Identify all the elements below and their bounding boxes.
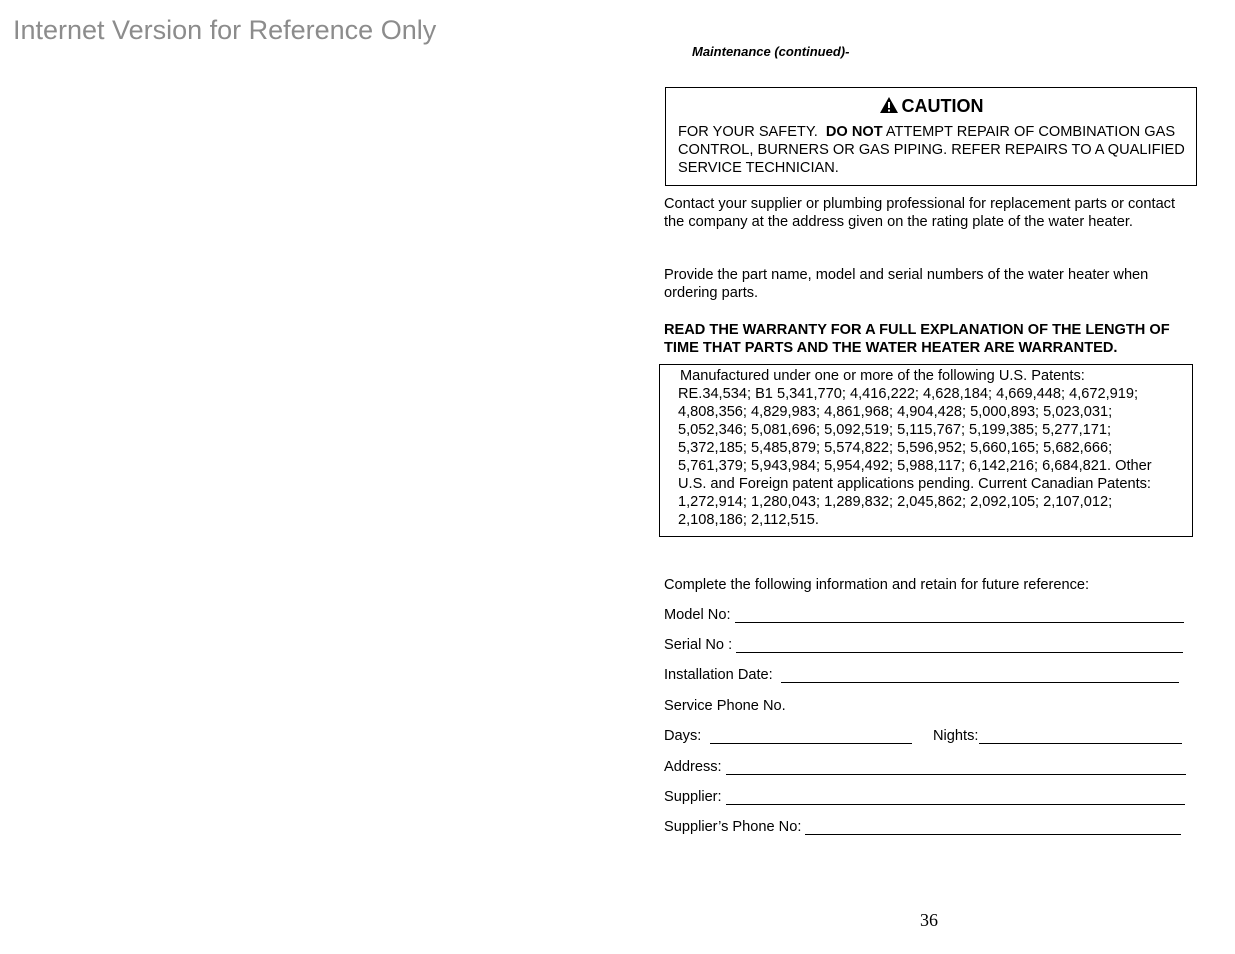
- model-label: Model No:: [664, 607, 731, 623]
- warranty-notice: READ THE WARRANTY FOR A FULL EXPLANATION OF THE LENGTH OF TIME THAT PARTS AND THE WATER HEATER ARE WARRANTED.: [664, 322, 1170, 356]
- service-phone-heading: [664, 698, 786, 714]
- caution-lead: FOR YOUR SAFETY.: [678, 124, 818, 140]
- supplier-line[interactable]: [726, 789, 1185, 805]
- serial-label: Serial No :: [664, 637, 733, 653]
- supplier-phone-field: [664, 819, 1181, 835]
- patent-list: RE.34,534; B1 5,341,770; 4,416,222; 4,628,184; 4,669,448; 4,672,919; 4,808,356; 4,829,983; 4,861,968; 4,904,428; 5,000,893; 5,023,031; 5,052,346; 5,081,696; 5,092,519; 5,115,767; 5,199,385; 5,277,171; 5,372,185; 5,485,879; 5,574,822; 5,596,952; 5,660,165; 5,682,666; 5,761,379; 5,943,984; 5,954,492; 5,988,117; 6,142,216; 6,684,821. Other U.S. and Foreign patent applications pending. Current Canadian Patents: 1,272,914; 1,280,043; 1,289,832; 2,045,862; 2,092,105; 2,107,012; 2,108,186; 2,112,515.: [678, 386, 1152, 528]
- supplier-phone-label: Supplier’s Phone No:: [664, 819, 802, 835]
- provide-paragraph: Provide the part name, model and serial numbers of the water heater when ordering parts.: [664, 267, 1149, 301]
- watermark: Internet Version for Reference Only: [13, 15, 437, 45]
- caution-title: [666, 96, 1196, 117]
- model-field: [664, 607, 1184, 623]
- caution-label: CAUTION: [901, 96, 984, 116]
- warning-triangle-icon: [879, 96, 899, 114]
- supplier-phone-line[interactable]: [805, 819, 1181, 835]
- caution-box: [665, 87, 1197, 186]
- supplier-label: Supplier:: [664, 789, 722, 805]
- caution-emphasis: DO NOT: [825, 124, 883, 140]
- caution-text: [678, 123, 1186, 177]
- nights-label: Nights:: [933, 728, 979, 744]
- install-date-label: Installation Date:: [664, 667, 773, 683]
- model-line[interactable]: [735, 607, 1184, 623]
- days-label: Days:: [664, 728, 702, 744]
- serial-line[interactable]: [736, 637, 1183, 653]
- days-line[interactable]: [710, 728, 912, 744]
- nights-field: [933, 728, 1182, 744]
- install-date-field: [664, 667, 1179, 683]
- supplier-field: [664, 789, 1185, 805]
- nights-line[interactable]: [979, 728, 1182, 744]
- install-date-line[interactable]: [781, 667, 1179, 683]
- patent-intro: Manufactured under one or more of the following U.S. Patents:: [680, 368, 1085, 384]
- patent-text: [678, 367, 1182, 529]
- contact-paragraph: Contact your supplier or plumbing professional for replacement parts or contact the company at the address given on the rating plate of the water heater.: [664, 196, 1176, 230]
- service-phone-label: Service Phone No.: [664, 698, 786, 714]
- days-field: [664, 728, 912, 744]
- address-line[interactable]: [726, 759, 1186, 775]
- form-intro: Complete the following information and retain for future reference:: [664, 577, 1090, 593]
- serial-field: [664, 637, 1183, 653]
- address-field: [664, 759, 1186, 775]
- patent-box: [659, 364, 1193, 537]
- section-heading: Maintenance (continued)-: [692, 44, 850, 59]
- page-number: 36: [920, 910, 938, 930]
- caution-body: ATTEMPT REPAIR OF COMBINATION GAS CONTROL, BURNERS OR GAS PIPING. REFER REPAIRS TO A QUALIFIED SERVICE TECHNICIAN.: [678, 124, 1185, 176]
- address-label: Address:: [664, 759, 722, 775]
